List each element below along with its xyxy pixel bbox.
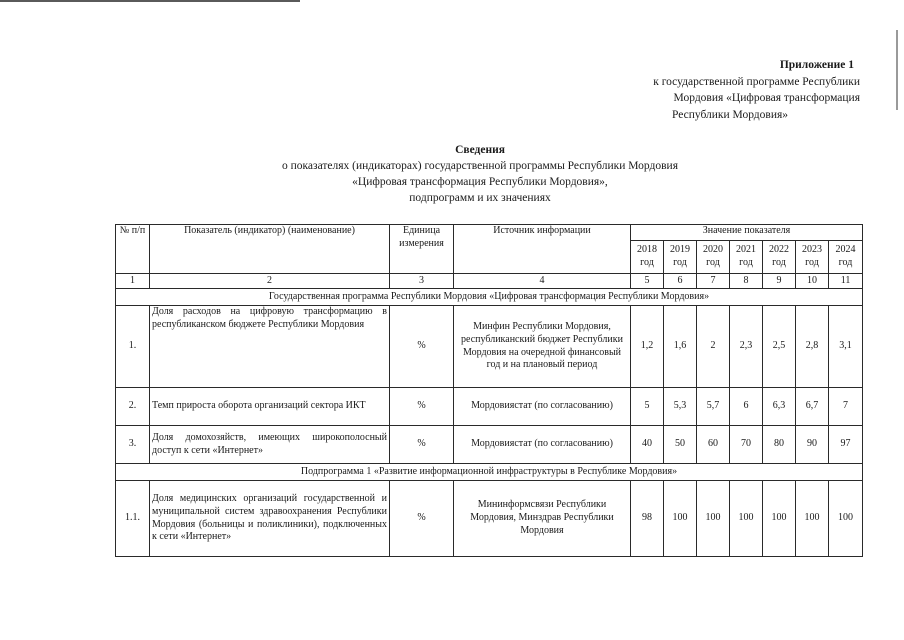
row-value: 100 [796, 481, 829, 557]
row-value: 100 [697, 481, 730, 557]
row-value: 2,8 [796, 306, 829, 388]
row-value: 1,2 [631, 306, 664, 388]
document-subtitle-line: о показателях (индикаторах) государственной программы Республики Мордовия [281, 160, 679, 172]
table-row [116, 481, 863, 557]
table-row [116, 306, 863, 388]
column-number: 3 [390, 274, 454, 289]
scan-edge-right [896, 30, 898, 110]
row-value: 100 [664, 481, 697, 557]
scan-edge-top [0, 0, 300, 2]
column-number: 10 [796, 274, 829, 289]
row-unit: % [390, 481, 454, 557]
row-indicator: Доля медицинских организаций государственной и муниципальной систем здравоохранения Республики Мордовия (больницы и поликлиники), подключенных к сети «Интернет» [150, 481, 390, 557]
row-indicator: Темп прироста оборота организаций сектора ИКТ [150, 388, 390, 426]
row-value: 50 [664, 426, 697, 464]
section-row [116, 289, 863, 306]
row-value: 6,7 [796, 388, 829, 426]
document-title: Сведения [455, 144, 505, 156]
document-subtitle-line: подпрограмм и их значениях [409, 192, 551, 204]
header-values: Значение показателя [631, 225, 863, 241]
row-value: 7 [829, 388, 863, 426]
annex-title: Приложение 1 [779, 59, 854, 71]
annex-block [600, 57, 860, 123]
row-unit: % [390, 388, 454, 426]
row-value: 5 [631, 388, 664, 426]
row-value: 100 [730, 481, 763, 557]
row-value: 2 [697, 306, 730, 388]
row-value: 5,7 [697, 388, 730, 426]
row-value: 2,5 [763, 306, 796, 388]
document-subtitle-line: «Цифровая трансформация Республики Мордовия», [352, 176, 608, 188]
row-value: 1,6 [664, 306, 697, 388]
row-value: 70 [730, 426, 763, 464]
column-number: 11 [829, 274, 863, 289]
column-number: 6 [664, 274, 697, 289]
row-num: 1.1. [116, 481, 150, 557]
header-year: 2022 год [763, 241, 796, 274]
row-value: 40 [631, 426, 664, 464]
column-number: 7 [697, 274, 730, 289]
annex-line: к государственной программе Республики [653, 75, 860, 88]
row-value: 60 [697, 426, 730, 464]
row-source: Мордовиястат (по согласованию) [454, 426, 631, 464]
column-number-row [116, 274, 863, 289]
header-num: № п/п [116, 225, 150, 274]
header-year: 2021 год [730, 241, 763, 274]
row-value: 6 [730, 388, 763, 426]
row-value: 2,3 [730, 306, 763, 388]
row-value: 98 [631, 481, 664, 557]
table-row [116, 388, 863, 426]
column-number: 4 [454, 274, 631, 289]
row-indicator: Доля расходов на цифровую трансформацию в республиканском бюджете Республики Мордовия [150, 306, 390, 388]
column-number: 8 [730, 274, 763, 289]
row-unit: % [390, 306, 454, 388]
row-source: Минфин Республики Мордовия, республиканский бюджет Республики Мордовия на очередной финансовый год и на плановый период [454, 306, 631, 388]
row-value: 6,3 [763, 388, 796, 426]
section-title: Государственная программа Республики Мордовия «Цифровая трансформация Республики Мордовия» [116, 289, 863, 306]
table-row [116, 426, 863, 464]
header-year: 2018 год [631, 241, 664, 274]
column-number: 5 [631, 274, 664, 289]
row-num: 1. [116, 306, 150, 388]
row-unit: % [390, 426, 454, 464]
row-source: Мининформсвязи Республики Мордовия, Минздрав Республики Мордовия [454, 481, 631, 557]
section-title: Подпрограмма 1 «Развитие информационной инфраструктуры в Республике Мордовия» [116, 464, 863, 481]
row-value: 3,1 [829, 306, 863, 388]
header-year: 2023 год [796, 241, 829, 274]
annex-line: Республики Мордовия» [671, 108, 789, 121]
row-value: 97 [829, 426, 863, 464]
header-year: 2019 год [664, 241, 697, 274]
section-row [116, 464, 863, 481]
row-source: Мордовиястат (по согласованию) [454, 388, 631, 426]
row-indicator: Доля домохозяйств, имеющих широкополосный доступ к сети «Интернет» [150, 426, 390, 464]
indicators-table [115, 224, 863, 557]
header-year: 2020 год [697, 241, 730, 274]
row-value: 90 [796, 426, 829, 464]
annex-line: Мордовия «Цифровая трансформация [673, 92, 860, 104]
row-value: 100 [763, 481, 796, 557]
row-value: 80 [763, 426, 796, 464]
document-heading [215, 142, 745, 206]
column-number: 1 [116, 274, 150, 289]
row-value: 100 [829, 481, 863, 557]
row-num: 2. [116, 388, 150, 426]
header-unit: Единица измерения [390, 225, 454, 274]
row-value: 5,3 [664, 388, 697, 426]
column-number: 9 [763, 274, 796, 289]
row-num: 3. [116, 426, 150, 464]
header-source: Источник информации [454, 225, 631, 274]
column-number: 2 [150, 274, 390, 289]
header-year: 2024 год [829, 241, 863, 274]
header-indicator: Показатель (индикатор) (наименование) [150, 225, 390, 274]
